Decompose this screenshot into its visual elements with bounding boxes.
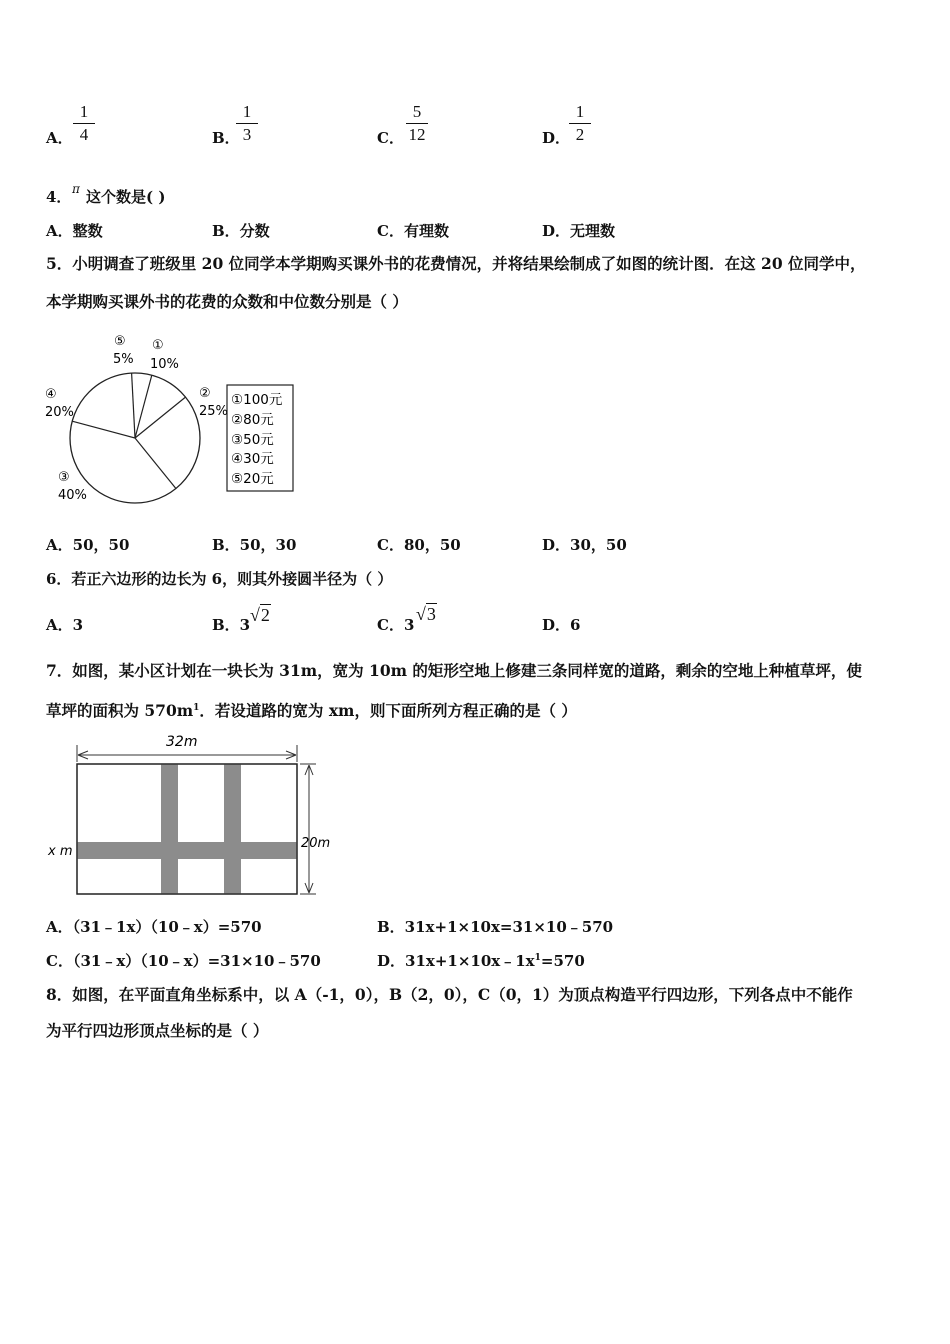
slice-4-mark: ④ bbox=[45, 387, 57, 402]
sqrt-icon: √ bbox=[250, 605, 260, 625]
q4-stem: 这个数是( ) bbox=[86, 188, 166, 206]
pie-slice-boundary-2 bbox=[135, 397, 186, 438]
q7-road-figure bbox=[44, 728, 344, 900]
q6-stem: 6．若正六边形的边长为 6，则其外接圆半径为（ ） bbox=[46, 570, 393, 588]
vertical-road-2 bbox=[224, 764, 241, 894]
slice-5-percent: 5% bbox=[113, 352, 134, 367]
top-label: 32m bbox=[166, 734, 198, 750]
q5-option-c: C．80，50 bbox=[377, 536, 461, 554]
q5-stem-line1: 5．小明调查了班级里 20 位同学本学期购买课外书的花费情况，并将结果绘制成了如图的统计图．在这 20 位同学中， bbox=[46, 254, 866, 273]
q3-option-a-letter: A． bbox=[46, 129, 73, 147]
pie-slice-boundary-1 bbox=[135, 375, 152, 438]
legend-item-2: ②80元 bbox=[231, 412, 274, 428]
slice-2-mark: ② bbox=[199, 386, 211, 401]
q3-option-d-letter: D． bbox=[542, 129, 571, 147]
land-rectangle bbox=[77, 764, 297, 894]
slice-3-percent: 40% bbox=[58, 488, 87, 503]
q6-option-c-radical: √3 bbox=[416, 604, 436, 624]
slice-3-mark: ③ bbox=[58, 470, 70, 485]
q4-option-d: D．无理数 bbox=[542, 222, 616, 240]
q6-option-b-radical: √2 bbox=[250, 605, 270, 625]
pie-slice-boundary-5 bbox=[132, 373, 135, 438]
q3-option-b-fraction: 1 3 bbox=[234, 102, 260, 145]
pie-slice-boundary-4 bbox=[72, 421, 135, 438]
q6-option-b: B．3 bbox=[212, 616, 251, 634]
q3-option-a-fraction: 1 4 bbox=[71, 102, 97, 145]
q5-option-b: B．50，30 bbox=[212, 536, 297, 554]
horizontal-road bbox=[77, 842, 297, 859]
q3-option-c-fraction: 5 12 bbox=[404, 102, 430, 145]
q8-stem-line2: 为平行四边形顶点坐标的是（ ） bbox=[46, 1021, 269, 1040]
right-label: 20m bbox=[301, 836, 331, 851]
q4-number: 4． bbox=[46, 188, 72, 206]
q7-option-a: A．（31﹣1x）（10﹣x）=570 bbox=[46, 918, 262, 936]
q6-option-c: C．3 bbox=[377, 616, 415, 634]
q3-option-c-letter: C． bbox=[377, 129, 404, 147]
slice-5-mark: ⑤ bbox=[114, 334, 126, 349]
slice-1-mark: ① bbox=[152, 338, 164, 353]
q7-option-d: D．$31x+1\times 10x﹣1x^1=570$ bbox=[377, 952, 585, 970]
legend-item-5: ⑤20元 bbox=[231, 471, 274, 487]
q4-option-b: B．分数 bbox=[212, 222, 270, 240]
slice-4-percent: 20% bbox=[45, 405, 74, 420]
legend-item-3: ③50元 bbox=[231, 432, 274, 448]
sqrt-icon: √ bbox=[416, 604, 426, 624]
q6-option-d: D．6 bbox=[542, 616, 581, 634]
q3-option-d-fraction: 1 2 bbox=[567, 102, 593, 145]
legend-item-1: ①100元 bbox=[231, 392, 283, 408]
q7-option-b: B．31x+1×10x=31×10﹣570 bbox=[377, 918, 614, 936]
q7-stem-line1: 7．如图，某小区计划在一块长为 31m，宽为 10m 的矩形空地上修建三条同样宽的道路，剩余的空地上种植草坪，使 bbox=[46, 661, 862, 680]
slice-1-percent: 10% bbox=[150, 357, 179, 372]
q5-option-a: A．50，50 bbox=[46, 536, 130, 554]
q4-option-c: C．有理数 bbox=[377, 222, 449, 240]
q3-option-b-letter: B． bbox=[212, 129, 240, 147]
q7-option-c: C．（31﹣x）（10﹣x）=31×10﹣570 bbox=[46, 952, 321, 970]
q4-option-a: A．整数 bbox=[46, 222, 103, 240]
q4-pi-symbol: π bbox=[72, 182, 80, 196]
slice-2-percent: 25% bbox=[199, 404, 228, 419]
legend-item-4: ④30元 bbox=[231, 451, 274, 467]
q6-option-a: A．3 bbox=[46, 616, 84, 634]
q5-stem-line2: 本学期购买课外书的花费的众数和中位数分别是（ ） bbox=[46, 292, 408, 311]
vertical-road-1 bbox=[161, 764, 178, 894]
left-label: x m bbox=[48, 844, 73, 859]
pie-slice-boundary-3 bbox=[135, 438, 176, 489]
q5-pie-chart bbox=[40, 325, 310, 510]
q7-stem-line2: 草坪的面积为 $570m^1$．若设道路的宽为 xm，则下面所列方程正确的是（ ） bbox=[46, 701, 577, 721]
q5-option-d: D．30，50 bbox=[542, 536, 627, 554]
q8-stem-line1: 8．如图，在平面直角坐标系中，以 A（-1，0），B（2，0），C（0，1）为顶点构造平行四边形，下列各点中不能作 bbox=[46, 985, 853, 1004]
